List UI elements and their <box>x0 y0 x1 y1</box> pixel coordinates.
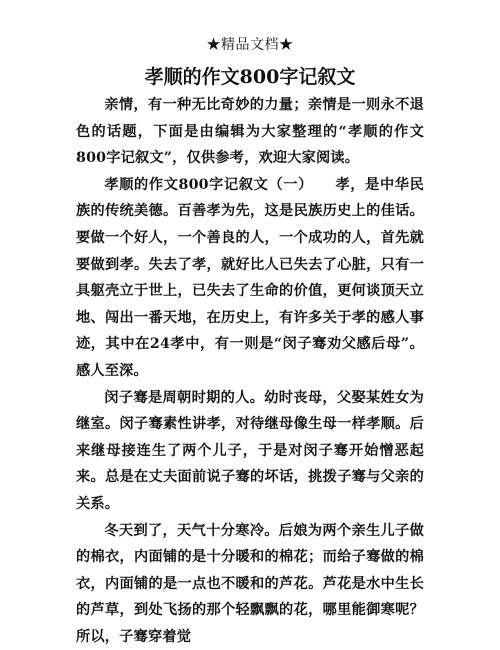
paragraph-min-ziqian: 闵子骞是周朝时期的人。幼时丧母，父娶某姓女为继室。闵子骞素性讲孝，对待继母像生母一样孝顺。后来继母接连生了两个儿子，于是对闵子骞开始憎恶起来。总是在丈夫面前说子骞的坏话，挑拨子骞与父亲的关系。 <box>76 385 424 518</box>
paragraph-winter: 冬天到了，天气十分寒冷。后娘为两个亲生儿子做的棉衣，内面铺的是十分暖和的棉花；而给子骞做的棉衣，内面铺的是一点也不暖和的芦花。芦花是水中生长的芦草，到处飞扬的那个轻飘飘的花，哪里能御寒呢？所以，子骞穿着觉 <box>76 518 424 650</box>
header-badge: ★精品文档★ <box>0 34 500 54</box>
paragraph-essay-opening: 孝顺的作文800字记叙文（一） 孝，是中华民族的传统美德。百善孝为先，这是民族历史上的佳话。要做一个好人，一个善良的人，一个成功的人，首先就要做到孝。失去了孝，就好比人已失去了心脏，只有一具躯壳立于世上，已失去了生命的价值，更何谈顶天立地、闯出一番天地，在历史上，有许多关于孝的感人事迹，其中在24孝中，有一则是“闵子骞劝父感后母”。感人至深。 <box>76 172 424 385</box>
document-body <box>76 92 424 650</box>
document-title: 孝顺的作文800字记叙文 <box>0 62 500 89</box>
paragraph-intro: 亲情，有一种无比奇妙的力量；亲情是一则永不退色的话题，下面是由编辑为大家整理的“孝顺的作文800字记叙文”，仅供参考，欢迎大家阅读。 <box>76 92 424 172</box>
